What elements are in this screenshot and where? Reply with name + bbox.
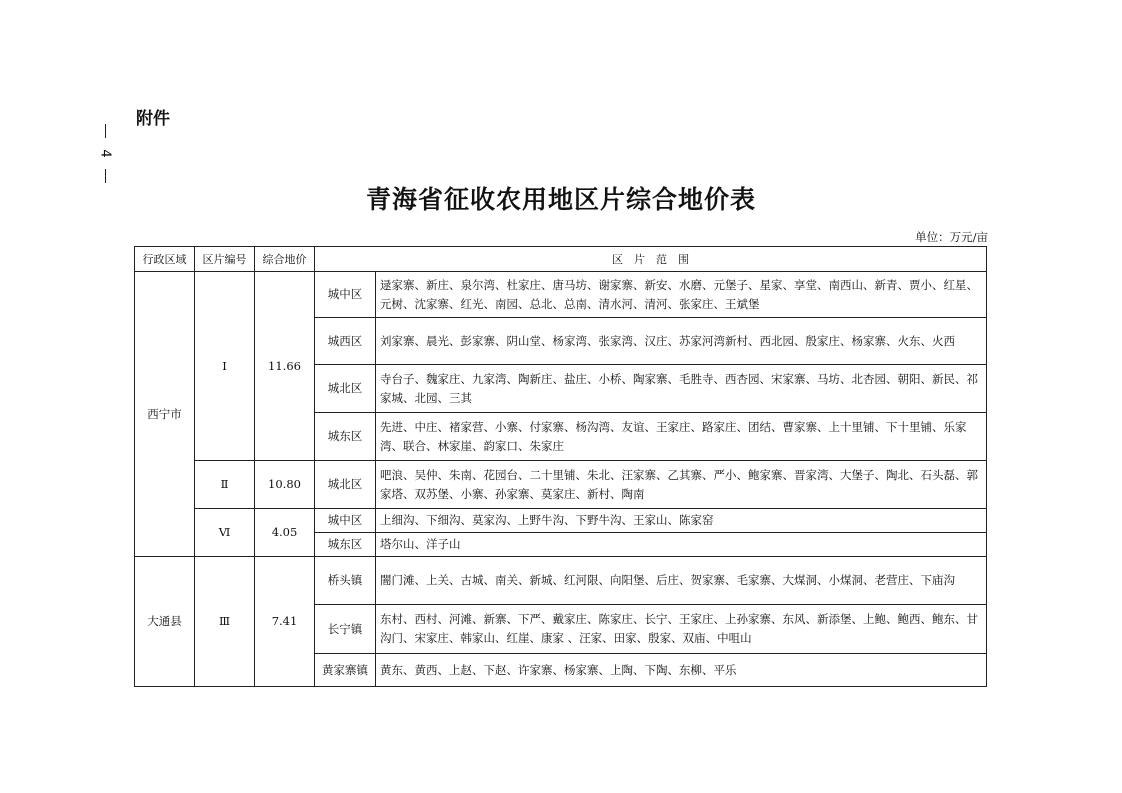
zone-code-cell: Ⅰ (195, 272, 255, 461)
zone-code-cell: Ⅱ (195, 461, 255, 509)
page-number-marker (96, 122, 114, 185)
page-marker-dash-top (105, 124, 106, 138)
table-row (135, 272, 987, 318)
zone-code-cell: Ⅲ (195, 557, 255, 687)
scope-cell: 吧浪、吴仲、朱南、花园台、二十里铺、朱北、汪家寨、乙其寨、严小、鲍家寨、晋家湾、大堡子、陶北、石头磊、郭家塔、双苏堡、小寨、孙家寨、莫家庄、新村、陶南 (376, 461, 987, 509)
region-cell: 西宁市 (135, 272, 195, 557)
scope-cell: 上细沟、下细沟、莫家沟、上野牛沟、下野牛沟、王家山、陈家窑 (376, 509, 987, 533)
region-cell: 大通县 (135, 557, 195, 687)
price-cell: 10.80 (255, 461, 315, 509)
district-cell: 城中区 (315, 272, 376, 318)
header-admin-region: 行政区域 (135, 247, 195, 272)
district-cell: 长宁镇 (315, 605, 376, 654)
scope-cell: 先进、中庄、褚家营、小寨、付家寨、杨沟湾、友谊、王家庄、路家庄、团结、曹家寨、上十里铺、下十里铺、乐家湾、联合、林家崖、韵家口、朱家庄 (376, 413, 987, 461)
land-price-table (134, 246, 987, 687)
table-header-row (135, 247, 987, 272)
unit-note: 单位：万元/亩 (915, 230, 988, 244)
header-zone-scope: 区 片 范 围 (315, 247, 987, 272)
district-cell: 城东区 (315, 413, 376, 461)
district-cell: 桥头镇 (315, 557, 376, 605)
price-cell: 7.41 (255, 557, 315, 687)
scope-cell: 寺台子、魏家庄、九家湾、陶新庄、盐庄、小桥、陶家寨、毛胜寺、西杏园、宋家寨、马坊、北杏园、朝阳、新民、祁家城、北园、三其 (376, 365, 987, 413)
scope-cell: 逯家寨、新庄、泉尔湾、杜家庄、唐马坊、谢家寨、新安、水磨、元堡子、星家、享堂、南西山、新青、贾小、红星、元树、沈家寨、红光、南园、总北、总南、清水河、清河、张家庄、王斌堡 (376, 272, 987, 318)
scope-cell: 东村、西村、河滩、新寨、下严、戴家庄、陈家庄、长宁、王家庄、上孙家寨、东风、新添堡、上鲍、鲍西、鲍东、甘沟门、宋家庄、韩家山、红崖、康家 、汪家、田家、殷家、双庙、中咀山 (376, 605, 987, 654)
scope-cell: 塔尔山、洋子山 (376, 533, 987, 557)
table-row (135, 509, 987, 533)
price-cell: 11.66 (255, 272, 315, 461)
attachment-label: 附件 (136, 109, 170, 129)
scope-cell: 黄东、黄西、上赵、下赵、许家寨、杨家寨、上陶、下陶、东柳、平乐 (376, 654, 987, 687)
document-title: 青海省征收农用地区片综合地价表 (365, 185, 756, 214)
header-zone-code: 区片编号 (195, 247, 255, 272)
district-cell: 黄家寨镇 (315, 654, 376, 687)
scope-cell: 闇门滩、上关、古城、南关、新城、红河限、向阳堡、后庄、贺家寨、毛家寨、大煤洞、小煤洞、老营庄、下庙沟 (376, 557, 987, 605)
table-row (135, 461, 987, 509)
district-cell: 城中区 (315, 509, 376, 533)
district-cell: 城北区 (315, 365, 376, 413)
district-cell: 城北区 (315, 461, 376, 509)
price-cell: 4.05 (255, 509, 315, 557)
header-composite-price: 综合地价 (255, 247, 315, 272)
zone-code-cell: Ⅵ (195, 509, 255, 557)
district-cell: 城西区 (315, 318, 376, 365)
page-number: 4 (97, 149, 113, 158)
scope-cell: 刘家寨、晨光、彭家寨、阴山堂、杨家湾、张家湾、汉庄、苏家河湾新村、西北园、殷家庄、杨家寨、火东、火西 (376, 318, 987, 365)
district-cell: 城东区 (315, 533, 376, 557)
table-row (135, 557, 987, 605)
